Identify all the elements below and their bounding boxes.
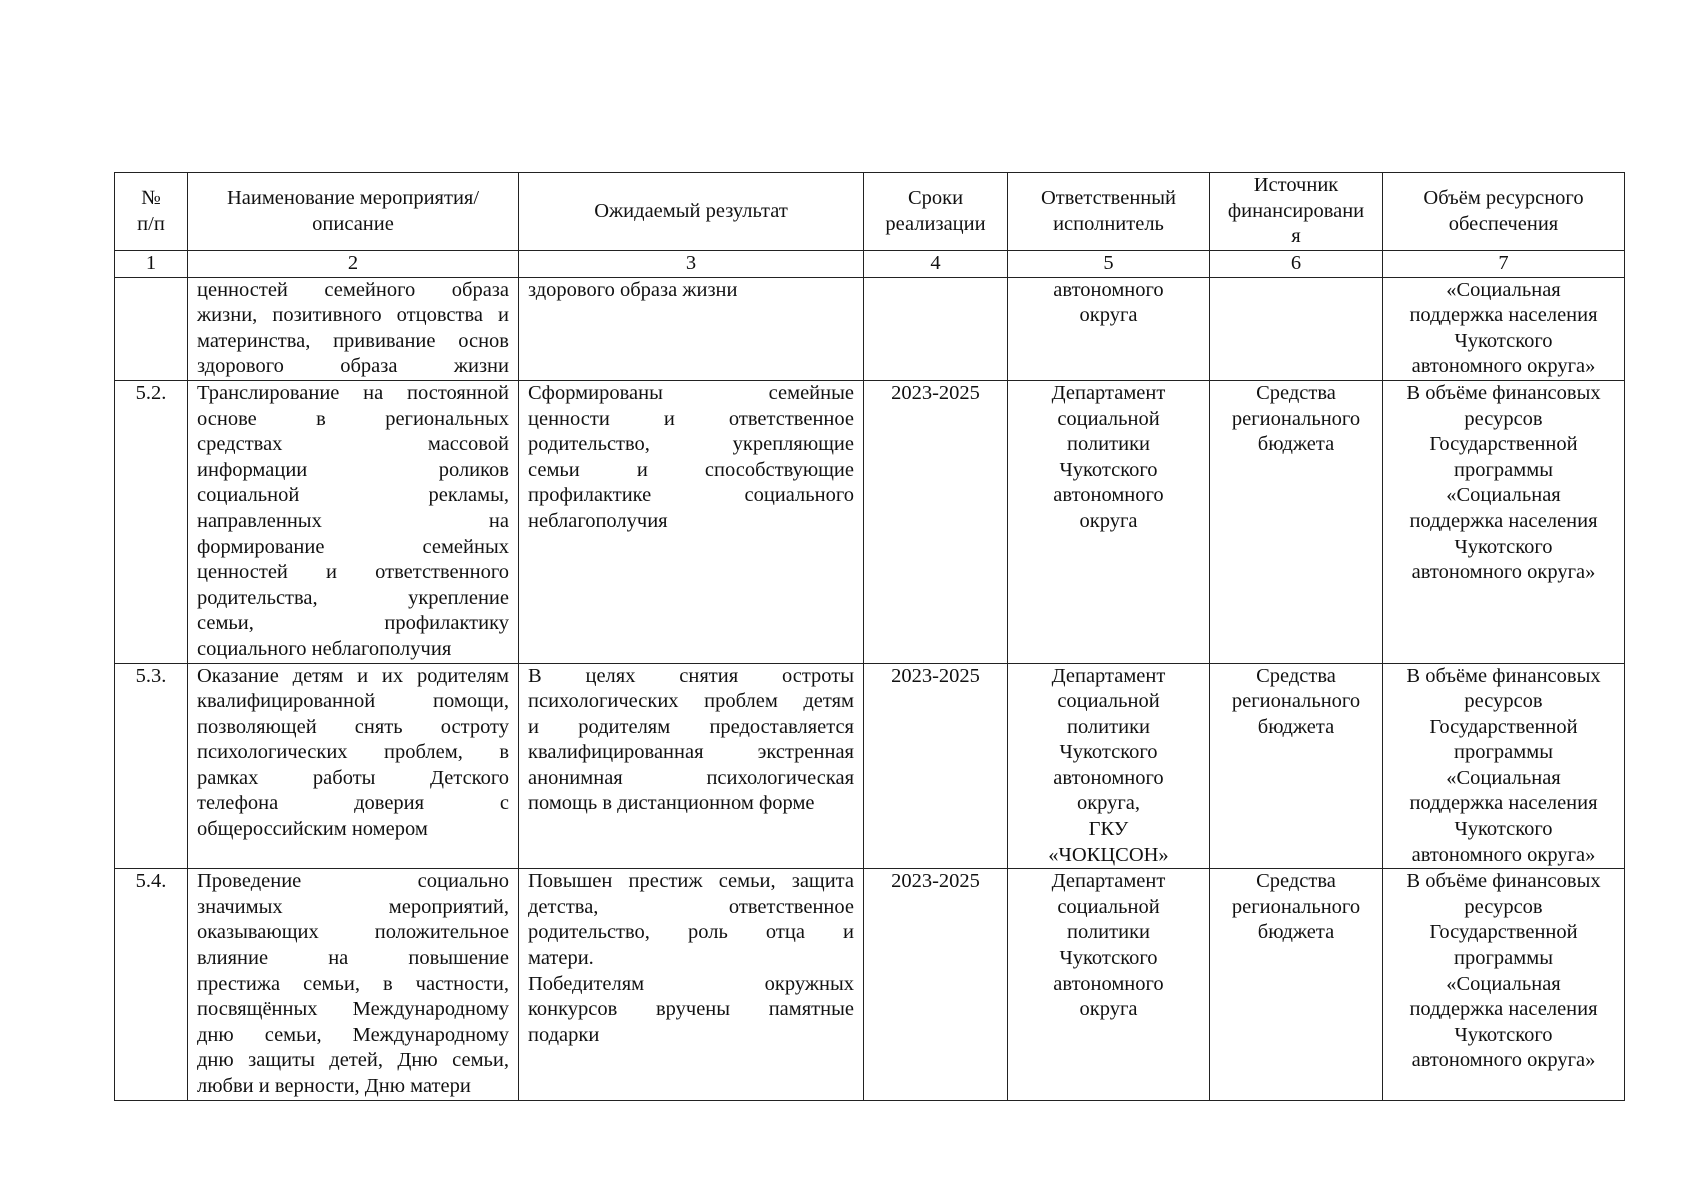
cell-line: социального неблагополучия [197,637,452,660]
cell-line: Государственной [1429,921,1578,944]
activity-name-cell [188,869,519,1100]
cell-line: Чукотского [1454,535,1553,558]
resource-volume-cell [1383,663,1625,869]
row-number-cell [115,869,188,1100]
cell-line: Сформированы семейные [528,381,854,404]
cell-line: автономного округа» [1411,843,1596,866]
row-number-cell [115,380,188,663]
cell-line: программы [1454,947,1553,970]
cell-line: автономного [1053,972,1164,995]
activity-name-cell [188,277,519,380]
column-number: 5 [1008,251,1210,278]
cell-line: основе в региональных [197,407,509,430]
cell-line: дню семьи, Международному [197,1023,509,1046]
cell-line: информации роликов [197,458,509,481]
column-number: 7 [1383,251,1625,278]
cell-line: поддержка населения [1409,304,1598,327]
column-number: 2 [188,251,519,278]
cell-line: программы [1454,458,1553,481]
cell-line: Средства [1256,381,1336,404]
cell-line: Чукотского [1059,741,1158,764]
cell-line: Департамент [1051,381,1166,404]
cell-line: ресурсов [1464,895,1543,918]
cell-line: телефона доверия с [197,792,509,815]
cell-line: психологических проблем детям [528,690,854,713]
cell-line: В объёме финансовых [1406,870,1601,893]
cell-line: Департамент [1051,664,1166,687]
cell-line: Победителям окружных [528,972,854,995]
funding-source-cell [1210,663,1383,869]
cell-line: квалифицированная экстренная [528,741,854,764]
cell-line: направленных на [197,509,509,532]
column-number: 4 [864,251,1008,278]
cell-line: автономного [1053,484,1164,507]
cell-line: профилактике социального [528,484,854,507]
resource-volume-cell [1383,277,1625,380]
cell-line: программы [1454,741,1553,764]
cell-line: любви и верности, Дню матери [197,1075,471,1097]
cell-line: престижа семьи, в частности, [197,972,509,995]
cell-line: автономного округа» [1411,355,1596,378]
table-row [115,663,1625,869]
cell-line: В объёме финансовых [1406,381,1601,404]
cell-line: жизни, позитивного отцовства и [197,304,509,327]
cell-line: неблагополучия [528,509,668,532]
executor-cell [1008,277,1210,380]
cell-line: родительства, укрепление [197,586,509,609]
cell-line: автономного [1053,278,1164,301]
cell-line: ГКУ [1088,818,1129,841]
cell-line: поддержка населения [1409,509,1598,532]
header-cell-name [188,173,519,251]
cell-line: 5.4. [135,870,167,893]
header-cell-volume [1383,173,1625,251]
cell-line: автономного [1053,766,1164,789]
cell-line: родительство, роль отца и [528,921,854,944]
header-line: обеспечения [1448,212,1559,235]
cell-line: 5.3. [135,664,167,687]
cell-line: Чукотского [1454,1023,1553,1046]
cell-line: «Социальная [1446,766,1561,789]
cell-line: социальной [1057,895,1160,918]
cell-line: оказывающих положительное [197,921,509,944]
cell-line: бюджета [1257,921,1335,944]
activity-name-cell [188,663,519,869]
cell-line: родительство, укрепляющие [528,433,854,456]
table-row [115,869,1625,1100]
header-line: исполнитель [1053,212,1164,235]
header-cell-number [115,173,188,251]
activity-name-cell [188,380,519,663]
table-row [115,277,1625,380]
cell-line: округа, [1076,792,1141,815]
cell-line: округа [1079,998,1138,1021]
header-line: п/п [137,212,165,235]
cell-line: поддержка населения [1409,998,1598,1021]
cell-line: Чукотского [1059,458,1158,481]
column-number-row [115,251,1625,278]
executor-cell [1008,663,1210,869]
column-number: 3 [519,251,864,278]
cell-line: автономного округа» [1411,1049,1596,1072]
cell-line: автономного округа» [1411,561,1596,584]
cell-line: «ЧОКЦСОН» [1048,843,1169,866]
header-cell-executor [1008,173,1210,251]
cell-line: психологических проблем, в [197,741,509,764]
cell-line: Оказание детям и их родителям [197,664,509,687]
cell-line: подарки [528,1023,600,1046]
cell-line: ресурсов [1464,407,1543,430]
cell-line: ценностей и ответственного [197,561,509,584]
cell-line: Повышен престиж семьи, защита [528,870,854,893]
header-line: Ожидаемый результат [594,199,788,222]
cell-line: конкурсов вручены памятные [528,998,854,1021]
term-cell: 2023-2025 [864,380,1008,663]
cell-line: бюджета [1257,433,1335,456]
cell-line: Чукотского [1059,947,1158,970]
cell-line: детства, ответственное [528,895,854,918]
cell-line: округа [1079,304,1138,327]
resource-volume-cell [1383,380,1625,663]
cell-line: В целях снятия остроты [528,664,854,687]
cell-line: помощь в дистанционном форме [528,792,815,815]
header-line: финансировани [1227,199,1365,222]
cell-line: семьи и способствующие [528,458,854,481]
cell-line: влияние на повышение [197,947,509,970]
cell-line: квалифицированной помощи, [197,690,509,713]
term-cell: 2023-2025 [864,869,1008,1100]
header-line: Ответственный [1040,186,1177,209]
column-number: 6 [1210,251,1383,278]
header-cell-term [864,173,1008,251]
cell-line: регионального [1231,407,1361,430]
cell-line: 5.2. [135,381,167,404]
funding-source-cell [1210,277,1383,380]
cell-line: социальной рекламы, [197,484,509,507]
header-cell-result [519,173,864,251]
column-number: 1 [115,251,188,278]
cell-line: Средства [1256,664,1336,687]
resource-volume-cell [1383,869,1625,1100]
cell-line: «Социальная [1446,972,1561,995]
cell-line: анонимная психологическая [528,766,854,789]
cell-line: Проведение социально [197,870,509,893]
cell-line: рамках работы Детского [197,766,509,789]
executor-cell [1008,380,1210,663]
header-line: № [141,186,161,209]
cell-line: ресурсов [1464,690,1543,713]
cell-line: Чукотского [1454,818,1553,841]
cell-line: ценностей семейного образа [197,278,509,301]
cell-line: политики [1066,433,1150,456]
cell-line: регионального [1231,895,1361,918]
header-line: я [1291,225,1301,248]
header-line: описание [312,212,394,235]
cell-line: ценности и ответственное [528,407,854,430]
cell-line: Транслирование на постоянной [197,381,509,404]
cell-line: посвящённых Международному [197,998,509,1021]
funding-source-cell [1210,380,1383,663]
cell-line: дню защиты детей, Дню семьи, [197,1049,509,1072]
cell-line: семьи, профилактику [197,612,509,635]
cell-line: Государственной [1429,433,1578,456]
cell-line: «Социальная [1446,278,1561,301]
expected-result-cell [519,380,864,663]
cell-line: поддержка населения [1409,792,1598,815]
cell-line: здорового образа жизни [528,278,738,301]
cell-line: здорового образа жизни [197,355,509,378]
header-line: Объём ресурсного [1423,186,1584,209]
cell-line: позволяющей снять остроту [197,715,509,738]
cell-line: значимых мероприятий, [197,895,509,918]
expected-result-cell [519,869,864,1100]
cell-line: общероссийским номером [197,818,428,841]
cell-line: социальной [1057,407,1160,430]
cell-line: политики [1066,715,1150,738]
row-number-cell [115,663,188,869]
cell-line: регионального [1231,690,1361,713]
table-row [115,380,1625,663]
cell-line: округа [1079,509,1138,532]
cell-line: средствах массовой [197,433,509,456]
funding-source-cell [1210,869,1383,1100]
cell-line: матери. [528,947,594,970]
header-line: Сроки [907,186,964,209]
cell-line: материнства, прививание основ [197,329,509,352]
header-cell-source [1210,173,1383,251]
header-row [115,173,1625,251]
row-number-cell [115,277,188,380]
cell-line: бюджета [1257,715,1335,738]
header-line: Источник [1253,174,1339,197]
executor-cell [1008,869,1210,1100]
cell-line: формирование семейных [197,535,509,558]
cell-line: Чукотского [1454,329,1553,352]
cell-line: Государственной [1429,715,1578,738]
cell-line: политики [1066,921,1150,944]
cell-line: В объёме финансовых [1406,664,1601,687]
cell-line: Средства [1256,870,1336,893]
activities-table [114,172,1625,1101]
cell-line: и родителям предоставляется [528,715,854,738]
expected-result-cell [519,663,864,869]
cell-line: социальной [1057,690,1160,713]
header-line: реализации [885,212,986,235]
header-line: Наименование мероприятия/ [226,186,480,209]
term-cell [864,277,1008,380]
expected-result-cell [519,277,864,380]
cell-line: Департамент [1051,870,1166,893]
term-cell: 2023-2025 [864,663,1008,869]
cell-line: «Социальная [1446,484,1561,507]
